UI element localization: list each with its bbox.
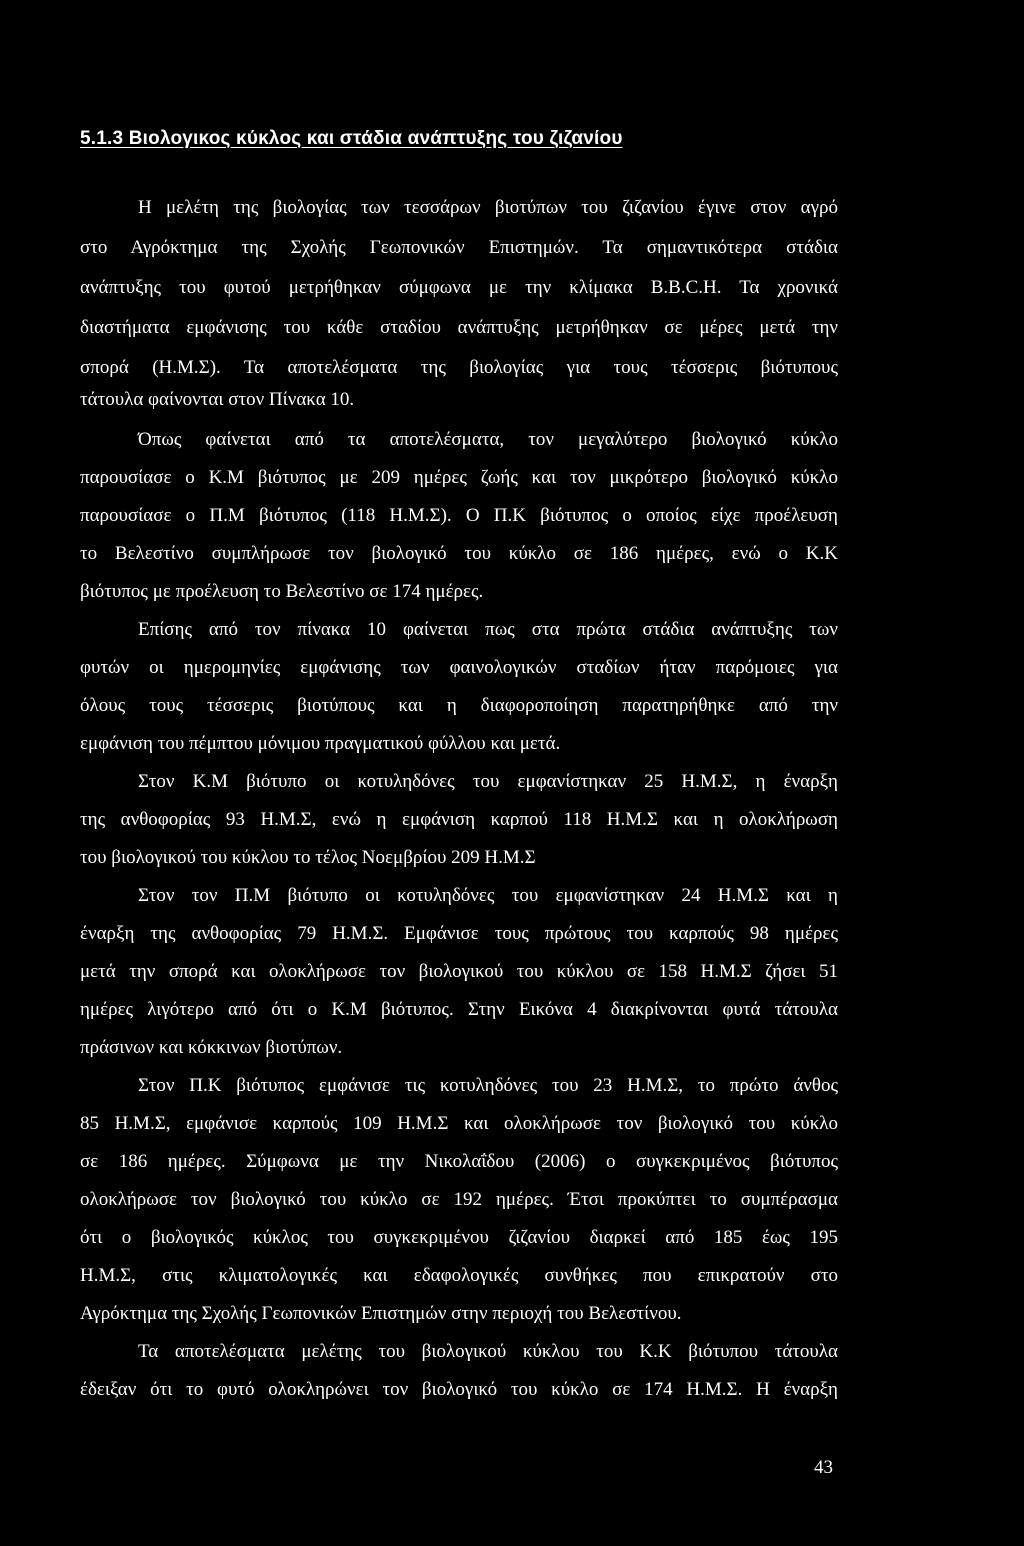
text-line: φυτών οι ημερομηνίες εμφάνισης των φαινολογικών σταδίων ήταν παρόμοιες για <box>80 657 838 678</box>
text-line: της ανθοφορίας 93 Η.Μ.Σ, ενώ η εμφάνιση καρπού 118 Η.Μ.Σ και η ολοκλήρωση <box>80 809 838 830</box>
text-line: τάτουλα φαίνονται στον Πίνακα 10. <box>80 389 355 410</box>
text-line: βιότυπος με προέλευση το Βελεστίνο σε 174 ημέρες. <box>80 581 484 602</box>
text-line: το Βελεστίνο συμπλήρωσε τον βιολογικό του κύκλο σε 186 ημέρες, ενώ ο Κ.Κ <box>80 543 838 564</box>
text-line: όλους τους τέσσερις βιοτύπους και η διαφοροποίηση παρατηρήθηκε από την <box>80 695 838 716</box>
text-line: ημέρες λιγότερο από ότι ο Κ.Μ βιότυπος. Στην Εικόνα 4 διακρίνονται φυτά τάτουλα <box>80 999 838 1020</box>
text-line: του βιολογικού του κύκλου το τέλος Νοεμβρίου 209 Η.Μ.Σ <box>80 847 536 868</box>
text-line: διαστήματα εμφάνισης του κάθε σταδίου ανάπτυξης μετρήθηκαν σε μέρες μετά την <box>80 317 838 338</box>
text-line: μετά την σπορά και ολοκλήρωσε τον βιολογικού του κύκλου σε 158 Η.Μ.Σ ζήσει 51 <box>80 961 838 982</box>
text-line: στο Αγρόκτημα της Σχολής Γεωπονικών Επιστημών. Τα σημαντικότερα στάδια <box>80 237 838 258</box>
text-line: Στον Π.Κ βιότυπος εμφάνισε τις κοτυληδόνες του 23 Η.Μ.Σ, το πρώτο άνθος <box>138 1075 838 1096</box>
text-line: έναρξη της ανθοφορίας 79 Η.Μ.Σ. Εμφάνισε τους πρώτους του καρπούς 98 ημέρες <box>80 923 838 944</box>
text-line: πράσινων και κόκκινων βιοτύπων. <box>80 1037 343 1058</box>
text-line: ανάπτυξης του φυτού μετρήθηκαν σύμφωνα με την κλίμακα Β.Β.C.Η. Τα χρονικά <box>80 277 838 298</box>
text-line: παρουσίασε ο Κ.Μ βιότυπος με 209 ημέρες ζωής και τον μικρότερο βιολογικό κύκλο <box>80 467 838 488</box>
text-line: Όπως φαίνεται από τα αποτελέσματα, τον μεγαλύτερο βιολογικό κύκλο <box>138 429 838 450</box>
text-line: ολοκλήρωσε τον βιολογικό του κύκλο σε 192 ημέρες. Έτσι προκύπτει το συμπέρασμα <box>80 1189 838 1210</box>
text-line: Αγρόκτημα της Σχολής Γεωπονικών Επιστημών στην περιοχή του Βελεστίνου. <box>80 1303 682 1324</box>
text-line: Στον Κ.Μ βιότυπο οι κοτυληδόνες του εμφανίστηκαν 25 Η.Μ.Σ, η έναρξη <box>138 771 838 792</box>
text-line: Η μελέτη της βιολογίας των τεσσάρων βιοτύπων του ζιζανίου έγινε στον αγρό <box>138 197 838 218</box>
text-line: Η.Μ.Σ, στις κλιματολογικές και εδαφολογικές συνθήκες που επικρατούν στο <box>80 1265 838 1286</box>
text-line: 85 Η.Μ.Σ, εμφάνισε καρπούς 109 Η.Μ.Σ και ολοκλήρωσε τον βιολογικό του κύκλο <box>80 1113 838 1134</box>
section-heading: 5.1.3 Βιολογικος κύκλος και στάδια ανάπτυξης του ζιζανίου <box>80 128 623 149</box>
page-number: 43 <box>814 1457 833 1478</box>
text-line: ότι ο βιολογικός κύκλος του συγκεκριμένου ζιζανίου διαρκεί από 185 έως 195 <box>80 1227 838 1248</box>
text-line: Στον τον Π.Μ βιότυπο οι κοτυληδόνες του εμφανίστηκαν 24 Η.Μ.Σ και η <box>138 885 838 906</box>
text-line: εμφάνιση του πέμπτου μόνιμου πραγματικού φύλλου και μετά. <box>80 733 561 754</box>
text-line: σπορά (Η.Μ.Σ). Τα αποτελέσματα της βιολογίας για τους τέσσερις βιότυπους <box>80 357 838 378</box>
text-line: Τα αποτελέσματα μελέτης του βιολογικού κύκλου του Κ.Κ βιότυπου τάτουλα <box>138 1341 838 1362</box>
text-line: παρουσίασε ο Π.Μ βιότυπος (118 Η.Μ.Σ). Ο Π.Κ βιότυπος ο οποίος είχε προέλευση <box>80 505 838 526</box>
text-line: έδειξαν ότι το φυτό ολοκληρώνει τον βιολογικό του κύκλο σε 174 Η.Μ.Σ. Η έναρξη <box>80 1379 838 1400</box>
text-line: Επίσης από τον πίνακα 10 φαίνεται πως στα πρώτα στάδια ανάπτυξης των <box>138 619 838 640</box>
text-line: σε 186 ημέρες. Σύμφωνα με την Νικολαΐδου (2006) ο συγκεκριμένος βιότυπος <box>80 1151 838 1172</box>
